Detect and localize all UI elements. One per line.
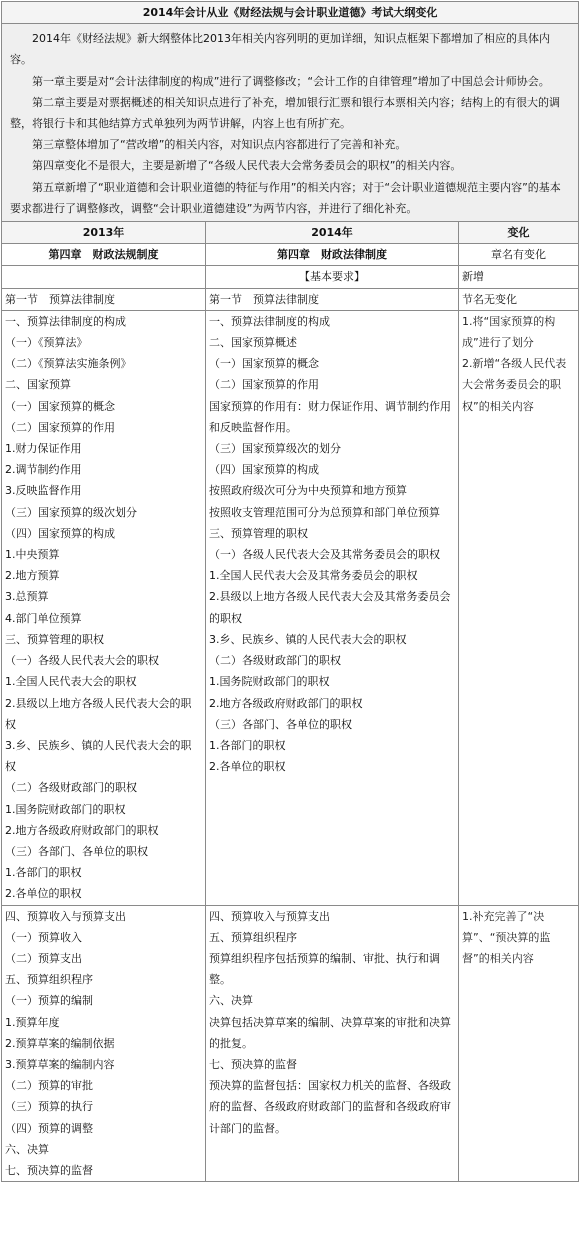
- header-2014: 2014年: [206, 222, 459, 244]
- list-item: 2.县级以上地方各级人民代表大会及其常务委员会的职权: [209, 590, 451, 625]
- list-item: 1.补充完善了“决算”、“预决算的监督”的相关内容: [462, 909, 551, 965]
- list-item: （二）国家预算的作用: [209, 378, 319, 392]
- chapter-change: 章名有变化: [459, 244, 579, 266]
- list-item: 2.新增“各级人民代表大会常务委员会的职权”的相关内容: [462, 357, 567, 413]
- empty-cell: [2, 266, 206, 288]
- list-item: 五、预算组织程序: [209, 930, 297, 944]
- list-item: 三、预算管理的职权: [209, 526, 308, 540]
- list-item: 六、决算: [209, 994, 253, 1008]
- list-item: 3.反映监督作用: [5, 484, 82, 498]
- basic-requirement-change: 新增: [459, 266, 579, 288]
- list-item: 2.各单位的职权: [209, 760, 286, 774]
- intro-paragraph: 第五章新增了“职业道德和会计职业道德的特征与作用”的相关内容；对于“会计职业道德规范主要内容”的基本要求都进行了调整修改，调整“会计职业道德建设”为两节内容，并进行了细化补充。: [10, 180, 561, 215]
- list-item: （二）各级财政部门的职权: [209, 654, 341, 668]
- list-item: 2.地方预算: [5, 569, 60, 583]
- intro-paragraph: 第四章变化不是很大，主要是新增了“各级人民代表大会常务委员会的职权”的相关内容。: [32, 159, 462, 173]
- intro-paragraph: 2014年《财经法规》新大纲整体比2013年相关内容列明的更加详细，知识点框架下都增加了相应的具体内容。: [10, 32, 550, 67]
- list-item: （三）各部门、各单位的职权: [209, 717, 352, 731]
- content-2014: [206, 310, 459, 905]
- list-item: （二）预算支出: [5, 951, 82, 965]
- section-2014: 第一节 预算法律制度: [206, 288, 459, 310]
- content-2013: [2, 905, 206, 1182]
- list-item: 1.全国人民代表大会及其常务委员会的职权: [209, 569, 418, 583]
- list-item: 四、预算收入与预算支出: [5, 909, 126, 923]
- list-item: 国家预算的作用有：财力保证作用、调节制约作用和反映监督作用。: [209, 399, 451, 434]
- list-item: （二）预算的审批: [5, 1079, 93, 1093]
- list-item: 1.各部门的职权: [5, 866, 82, 880]
- list-item: 二、国家预算: [5, 378, 71, 392]
- list-item: （三）国家预算级次的划分: [209, 442, 341, 456]
- basic-requirement-label: 【基本要求】: [206, 266, 459, 288]
- list-item: 2.预算草案的编制依据: [5, 1036, 115, 1050]
- list-item: 2.调节制约作用: [5, 463, 82, 477]
- list-item: 1.将“国家预算的构成”进行了划分: [462, 314, 556, 350]
- list-item: （一）各级人民代表大会的职权: [5, 654, 159, 668]
- section-2013: 第一节 预算法律制度: [2, 288, 206, 310]
- list-item: 预算组织程序包括预算的编制、审批、执行和调整。: [209, 951, 440, 987]
- list-item: 3.预算草案的编制内容: [5, 1057, 115, 1071]
- list-item: 3.乡、民族乡、镇的人民代表大会的职权: [209, 632, 407, 646]
- intro-paragraph: 第一章主要是对“会计法律制度的构成”进行了调整修改；“会计工作的自律管理”增加了中国总会计师协会。: [32, 74, 550, 88]
- list-item: 一、预算法律制度的构成: [5, 314, 126, 328]
- list-item: （一）预算的编制: [5, 994, 93, 1008]
- list-item: 五、预算组织程序: [5, 973, 93, 987]
- header-2013: 2013年: [2, 222, 206, 244]
- chapter-row: [2, 244, 579, 266]
- list-item: 七、预决算的监督: [5, 1163, 93, 1177]
- list-item: （三）国家预算的级次划分: [5, 505, 137, 519]
- list-item: （二）各级财政部门的职权: [5, 781, 137, 795]
- list-item: 3.总预算: [5, 590, 49, 604]
- page-title: 2014年会计从业《财经法规与会计职业道德》考试大纲变化: [2, 2, 579, 24]
- list-item: （三）预算的执行: [5, 1100, 93, 1114]
- list-item: 六、决算: [5, 1142, 49, 1156]
- list-item: 2.地方各级政府财政部门的职权: [209, 696, 363, 710]
- list-item: 四、预算收入与预算支出: [209, 909, 330, 923]
- content-change: [459, 310, 579, 905]
- list-item: 1.国务院财政部门的职权: [5, 802, 126, 816]
- list-item: 1.中央预算: [5, 548, 60, 562]
- list-item: 按照政府级次可分为中央预算和地方预算: [209, 484, 407, 498]
- list-item: （二）国家预算的作用: [5, 420, 115, 434]
- list-item: 1.财力保证作用: [5, 442, 82, 456]
- list-item: 2.地方各级政府财政部门的职权: [5, 823, 159, 837]
- intro-block: [2, 24, 579, 222]
- list-item: 决算包括决算草案的编制、决算草案的审批和决算的批复。: [209, 1015, 451, 1050]
- list-item: （一）预算收入: [5, 930, 82, 944]
- list-item: 2.县级以上地方各级人民代表大会的职权: [5, 696, 192, 731]
- list-item: （一）国家预算的概念: [5, 399, 115, 413]
- year-header-row: [2, 222, 579, 244]
- outline-table: [1, 1, 579, 1182]
- list-item: （一）《预算法》: [5, 336, 88, 350]
- intro-paragraph: 第三章整体增加了“营改增”的相关内容，对知识点内容都进行了完善和补充。: [32, 138, 407, 152]
- chapter-2014: 第四章 财政法律制度: [206, 244, 459, 266]
- table-row: [2, 905, 579, 1182]
- list-item: 1.各部门的职权: [209, 738, 286, 752]
- list-item: 三、预算管理的职权: [5, 632, 104, 646]
- list-item: 二、国家预算概述: [209, 336, 297, 350]
- list-item: 3.乡、民族乡、镇的人民代表大会的职权: [5, 738, 192, 774]
- list-item: 一、预算法律制度的构成: [209, 314, 330, 328]
- content-change: [459, 905, 579, 1182]
- basic-requirement-row: [2, 266, 579, 288]
- section-change: 节名无变化: [459, 288, 579, 310]
- list-item: 4.部门单位预算: [5, 611, 82, 625]
- list-item: 按照收支管理范围可分为总预算和部门单位预算: [209, 505, 440, 519]
- list-item: （四）国家预算的构成: [5, 526, 115, 540]
- list-item: （三）各部门、各单位的职权: [5, 844, 148, 858]
- list-item: （一）国家预算的概念: [209, 357, 319, 371]
- list-item: （一）各级人民代表大会及其常务委员会的职权: [209, 548, 440, 562]
- list-item: （四）预算的调整: [5, 1121, 93, 1135]
- list-item: （二）《预算法实施条例》: [5, 357, 132, 371]
- list-item: 预决算的监督包括：国家权力机关的监督、各级政府的监督、各级政府财政部门的监督和各级政府审计部门的监督。: [209, 1079, 451, 1135]
- list-item: 2.各单位的职权: [5, 887, 82, 901]
- list-item: 1.预算年度: [5, 1015, 60, 1029]
- intro-paragraph: 第二章主要是对票据概述的相关知识点进行了补充，增加银行汇票和银行本票相关内容；结构上的有很大的调整，将银行卡和其他结算方式单独列为两节讲解，内容上也有所扩充。: [10, 95, 560, 131]
- table-row: [2, 310, 579, 905]
- content-2013: [2, 310, 206, 905]
- header-change: 变化: [459, 222, 579, 244]
- list-item: 1.国务院财政部门的职权: [209, 675, 330, 689]
- list-item: 1.全国人民代表大会的职权: [5, 675, 137, 689]
- content-2014: [206, 905, 459, 1182]
- list-item: （四）国家预算的构成: [209, 463, 319, 477]
- chapter-2013: 第四章 财政法规制度: [2, 244, 206, 266]
- list-item: 七、预决算的监督: [209, 1057, 297, 1071]
- section-row: [2, 288, 579, 310]
